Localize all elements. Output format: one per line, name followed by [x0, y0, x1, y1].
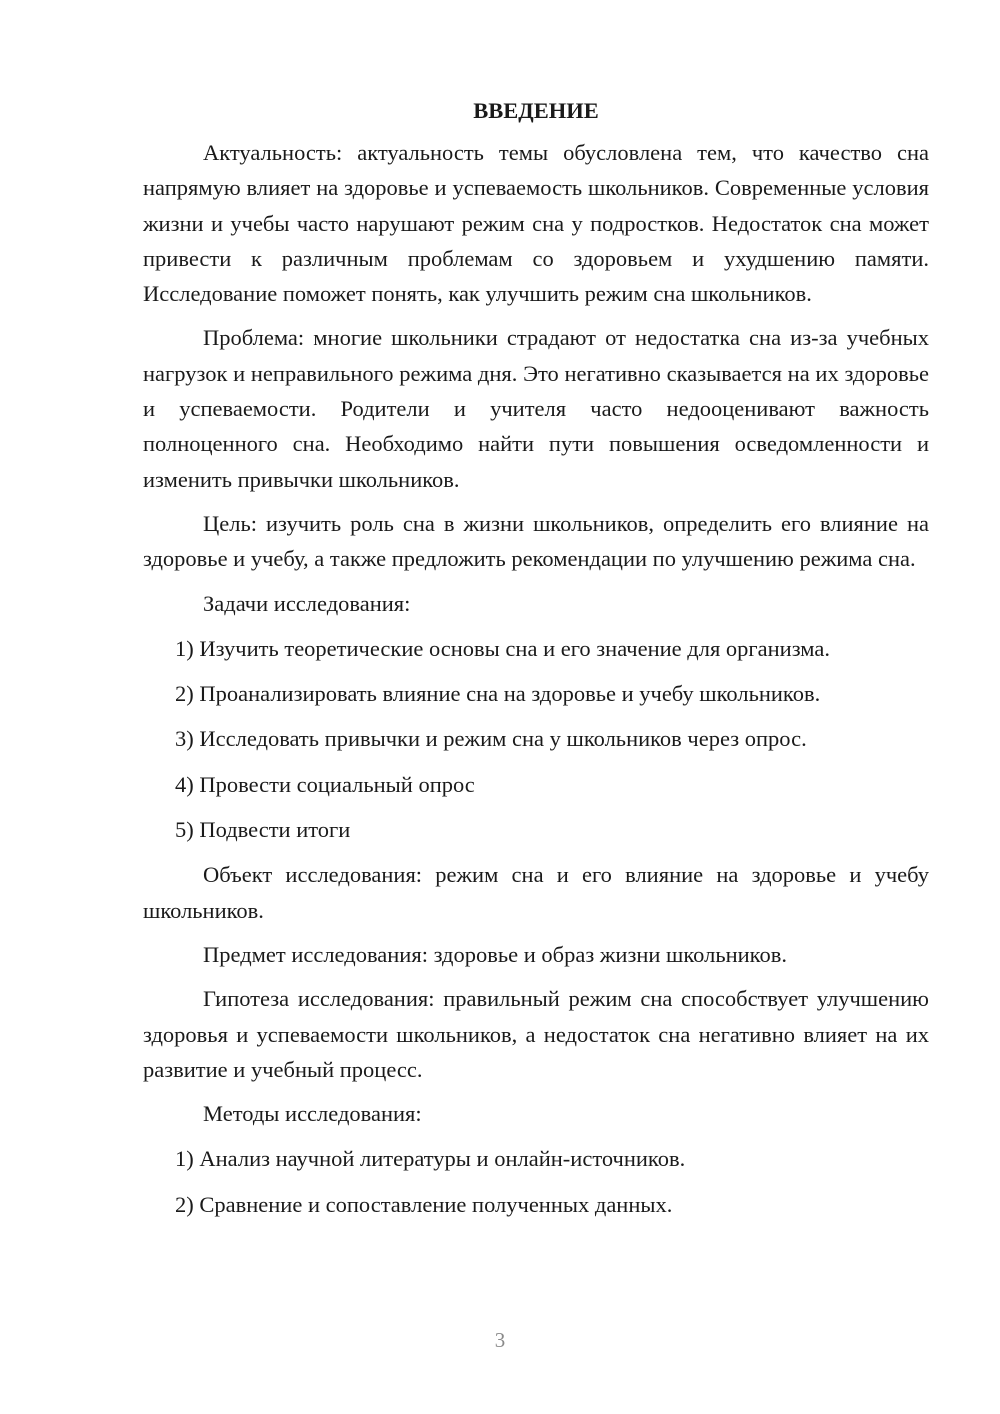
list-item: 5) Подвести итоги: [175, 817, 351, 843]
methods-heading: Методы исследования:: [203, 1101, 422, 1127]
list-item: 3) Исследовать привычки и режим сна у школьников через опрос.: [175, 726, 807, 752]
problem-paragraph: Проблема: многие школьники страдают от недостатка сна из-за учебных нагрузок и неправильного режима дня. Это негативно сказывается на их здоровье и успеваемости. Родители и учителя часто недооценивают важность полноценного сна. Необходимо найти пути повышения осведомленности и изменить привычки школьников.: [143, 325, 929, 492]
methods-list: [143, 1141, 929, 1222]
relevance-paragraph: Актуальность: актуальность темы обусловлена тем, что качество сна напрямую влияет на здоровье и успеваемость школьников. Современные условия жизни и учебы часто нарушают режим сна у подростков. Недостаток сна может привести к различным проблемам со здоровьем и ухудшению памяти. Исследование поможет понять, как улучшить режим сна школьников.: [143, 140, 929, 307]
list-item: 1) Анализ научной литературы и онлайн-источников.: [175, 1146, 686, 1172]
hypothesis-paragraph: Гипотеза исследования: правильный режим сна способствует улучшению здоровья и успеваемости школьников, а недостаток сна негативно влияет на их развитие и учебный процесс.: [143, 986, 929, 1082]
tasks-list: [143, 631, 929, 847]
goal-paragraph: Цель: изучить роль сна в жизни школьников, определить его влияние на здоровье и учебу, а также предложить рекомендации по улучшению режима сна.: [143, 510, 929, 572]
subject-paragraph: Предмет исследования: здоровье и образ жизни школьников.: [203, 941, 787, 967]
object-paragraph: Объект исследования: режим сна и его влияние на здоровье и учебу школьников.: [143, 862, 929, 923]
list-item: 2) Проанализировать влияние сна на здоровье и учебу школьников.: [175, 681, 821, 707]
list-item: 1) Изучить теоретические основы сна и его значение для организма.: [175, 635, 830, 661]
list-item: 2) Сравнение и сопоставление полученных данных.: [175, 1191, 673, 1217]
list-item: 4) Провести социальный опрос: [175, 771, 475, 797]
page-number: 3: [494, 1328, 506, 1352]
page-title: ВВЕДЕНИЕ: [473, 98, 599, 123]
tasks-heading: Задачи исследования:: [203, 590, 411, 616]
document-body: [143, 92, 929, 1232]
